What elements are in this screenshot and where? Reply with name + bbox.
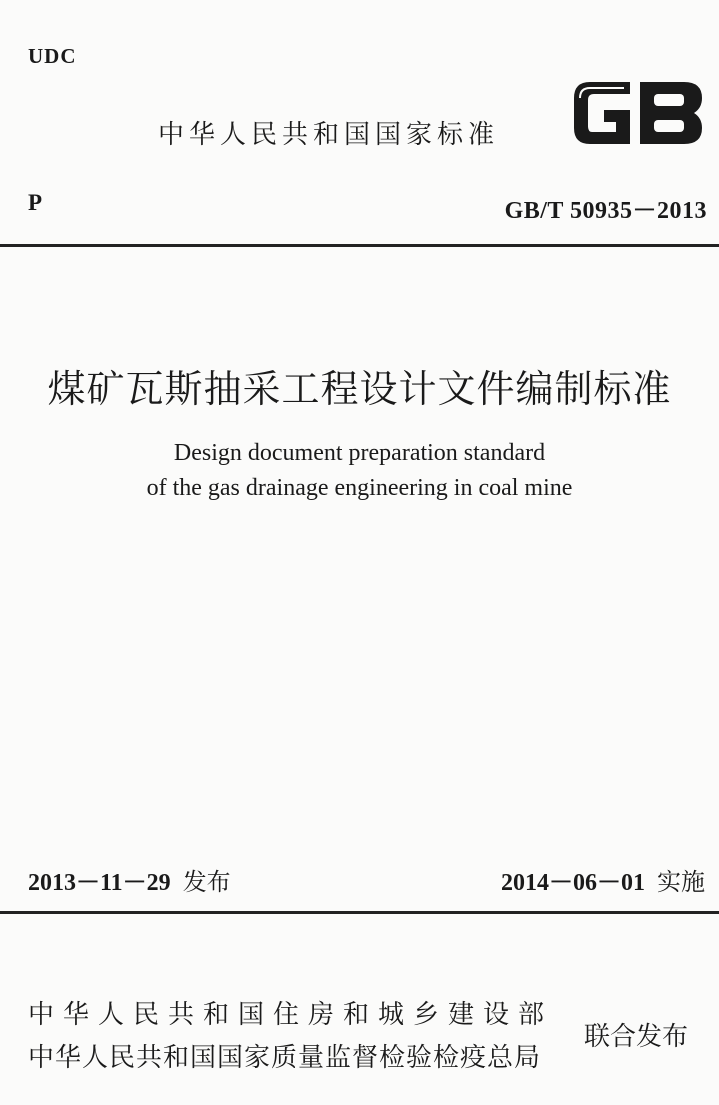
udc-label: UDC (28, 44, 77, 68)
publisher-ministry-2: 中华人民共和国国家质量监督检验检疫总局 (28, 1043, 542, 1073)
effective-label: 实施 (657, 868, 705, 896)
classification-code: P (28, 190, 43, 215)
standard-number: GB/T 50935－2013 (504, 198, 707, 224)
english-title (0, 436, 719, 506)
gb-logo-icon (568, 76, 708, 150)
issue-label: 发布 (182, 868, 231, 896)
chinese-title: 煤矿瓦斯抽采工程设计文件编制标准 (47, 369, 672, 411)
issue-date-block (28, 862, 231, 897)
joint-publication-label: 联合发布 (584, 1022, 689, 1052)
english-title-line-1: Design document preparation standard (173, 440, 546, 466)
footer-divider (0, 911, 719, 914)
publisher-ministry-1: 中华人民共和国住房和城乡建设部 (28, 1000, 554, 1030)
issue-date: 2013－11－29 (28, 870, 171, 896)
english-title-line-2: of the gas drainage engineering in coal mine (146, 475, 573, 501)
national-standard-heading: 中华人民共和国国家标准 (158, 120, 500, 150)
header-divider (0, 244, 719, 247)
effective-date-block (501, 862, 705, 897)
effective-date: 2014－06－01 (501, 870, 645, 896)
